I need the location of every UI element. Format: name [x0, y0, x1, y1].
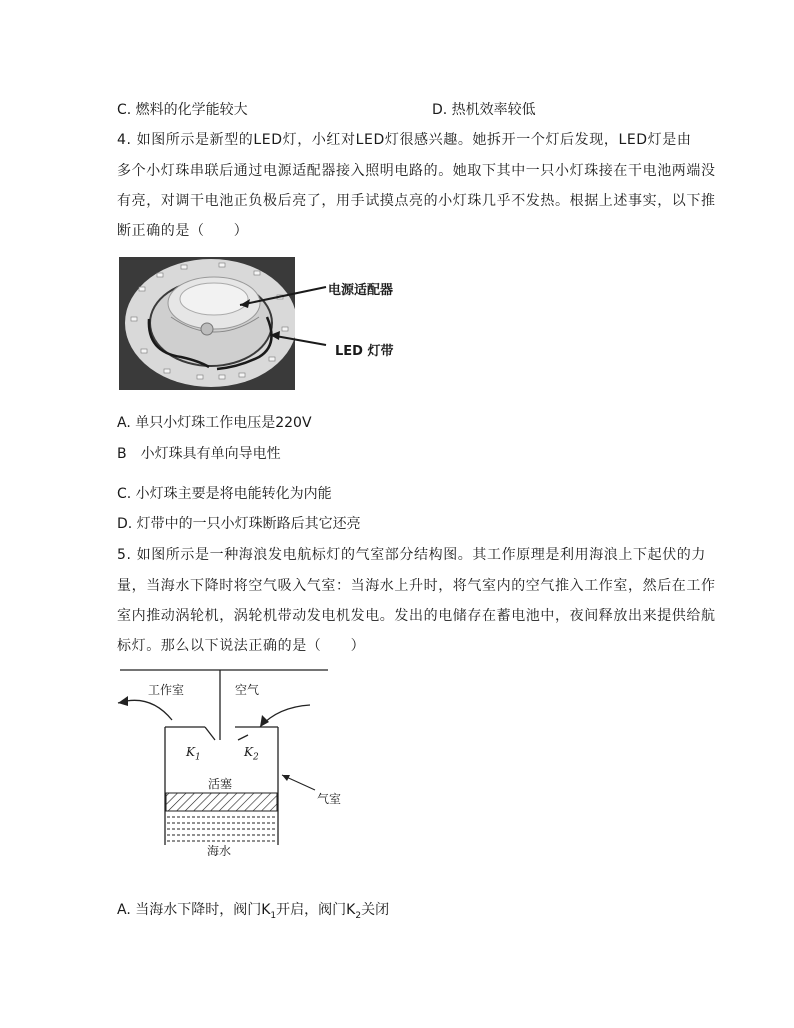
label-valve-k2: $K_2$ [244, 745, 259, 763]
label-piston: 活塞 [208, 777, 233, 791]
q5-stem-line-3: 室内推动涡轮机，涡轮机带动发电机发电。发出的电储存在蓄电池中，夜间释放出来提供给航 [117, 608, 716, 624]
q4-stem-line-4: 断正确的是（ ） [117, 223, 249, 239]
label-work-room: 工作室 [148, 683, 185, 697]
q5-stem-line-1: 5. 如图所示是一种海浪发电航标灯的气室部分结构图。其工作原理是利用海浪上下起伏的力 [117, 547, 707, 563]
q4-option-d: D. 灯带中的一只小灯珠断路后其它还亮 [117, 516, 361, 532]
label-power-adapter: 电源适配器 [328, 283, 394, 298]
q4-stem-line-2: 多个小灯珠串联后通过电源适配器接入照明电路的。她取下其中一只小灯珠接在干电池两端没 [117, 163, 716, 179]
q4-stem-line-1: 4. 如图所示是新型的LED灯，小红对LED灯很感兴趣。她拆开一个灯后发现，LED灯是由 [117, 132, 692, 148]
label-led-strip: LED 灯带 [335, 344, 394, 359]
q3-option-c: C. 燃料的化学能较大 [117, 102, 248, 118]
q4-option-c: C. 小灯珠主要是将电能转化为内能 [117, 486, 332, 502]
label-sea-water: 海水 [207, 844, 232, 858]
callout-arrows [230, 275, 330, 355]
label-air: 空气 [235, 683, 260, 697]
q4-option-b: B 小灯珠具有单向导电性 [117, 446, 281, 462]
label-valve-k1: $K_1$ [186, 745, 201, 763]
label-air-chamber: 气室 [317, 792, 342, 806]
q5-stem-line-4: 标灯。那么以下说法正确的是（ ） [117, 638, 366, 654]
q5-option-a: A. 当海水下降时，阀门$K_1$开启，阀门$K_2$关闭 [117, 902, 390, 921]
q3-option-d: D. 热机效率较低 [432, 102, 536, 118]
q5-stem-line-2: 量，当海水下降时将空气吸入气室：当海水上升时，将气室内的空气推入工作室，然后在工作 [117, 578, 716, 594]
q4-option-a: A. 单只小灯珠工作电压是220V [117, 415, 312, 431]
q4-stem-line-3: 有亮，对调干电池正负极后亮了，用手试摸点亮的小灯珠几乎不发热。根据上述事实，以下推 [117, 193, 716, 209]
air-chamber-diagram [110, 665, 360, 865]
